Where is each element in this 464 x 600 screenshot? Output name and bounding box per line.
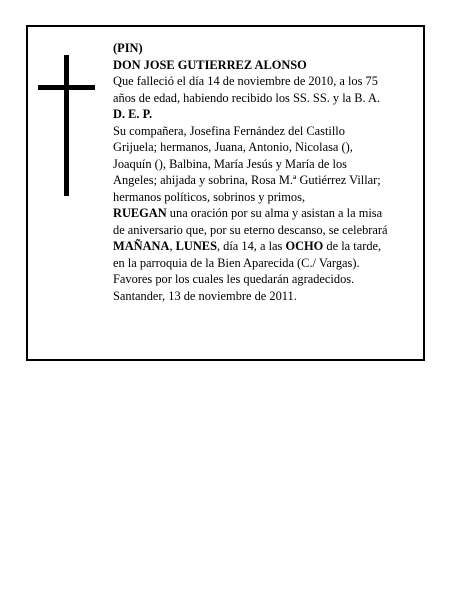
ocho-word: OCHO	[285, 239, 324, 253]
notice-date-line: Santander, 13 de noviembre de 2011.	[113, 288, 297, 303]
notice-line-mid: , día 14, a las	[216, 239, 286, 253]
dep-heading: D. E. P.	[113, 107, 153, 121]
notice-line: Su compañera, Josefina Fernández del Castillo	[113, 123, 345, 138]
manana-word: MAÑANA	[113, 239, 170, 253]
ruegan-word: RUEGAN	[113, 206, 167, 220]
notice-tag: (PIN)	[113, 41, 143, 55]
cross-icon	[64, 55, 69, 196]
notice-line: hermanos políticos, sobrinos y primos,	[113, 189, 306, 204]
lunes-word: LUNES	[175, 239, 217, 253]
notice-line: Favores por los cuales les quedarán agradecidos.	[113, 272, 355, 286]
notice-text	[113, 40, 423, 304]
notice-line: años de edad, habiendo recibido los SS. SS. y la B. A.	[113, 90, 381, 105]
notice-line: Que falleció el día 14 de noviembre de 2010, a los 75	[113, 74, 378, 88]
separator: ,	[169, 239, 176, 253]
notice-line: Angeles; ahijada y sobrina, Rosa M.ª Gutiérrez Villar;	[113, 173, 381, 187]
notice-line-end: de la tarde,	[323, 239, 382, 253]
notice-line: de aniversario que, por su eterno descanso, se celebrará	[113, 222, 388, 237]
notice-line: en la parroquia de la Bien Aparecida (C./ Vargas).	[113, 255, 360, 270]
deceased-name: DON JOSE GUTIERREZ ALONSO	[113, 57, 307, 72]
notice-line	[113, 238, 423, 255]
notice-line	[113, 205, 423, 222]
notice-line: Joaquín (), Balbina, María Jesús y María de los	[113, 156, 347, 171]
notice-line-rest: una oración por su alma y asistan a la misa	[166, 206, 383, 220]
notice-line: Grijuela; hermanos, Juana, Antonio, Nicolasa (),	[113, 140, 353, 154]
cross-icon-bar	[38, 85, 95, 90]
